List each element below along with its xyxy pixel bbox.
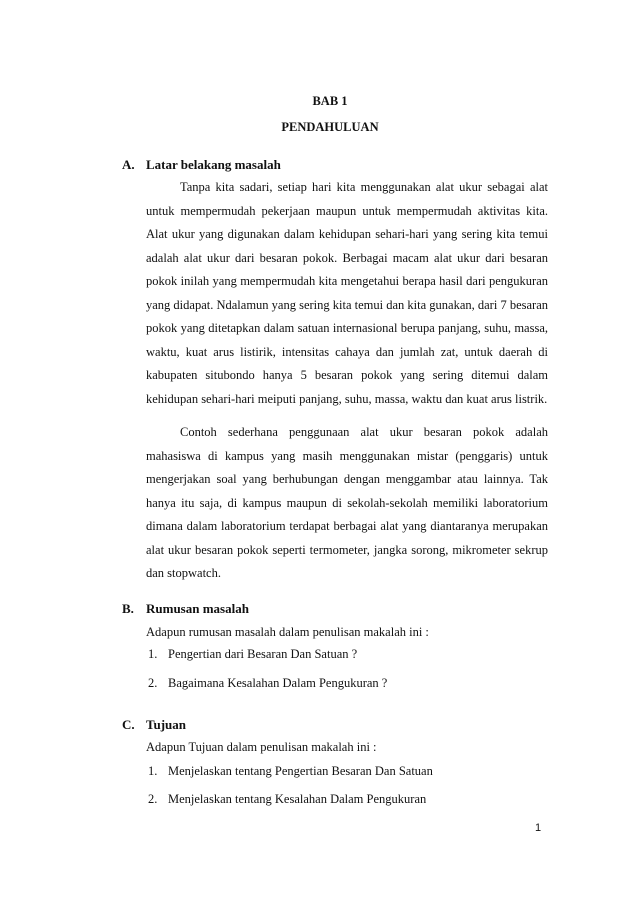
list-item-number: 1.: [148, 647, 158, 661]
chapter-number: BAB 1: [312, 94, 348, 108]
list-item-text: Menjelaskan tentang Pengertian Besaran Dan Satuan: [168, 764, 433, 778]
section-a-paragraph-1: Tanpa kita sadari, setiap hari kita menggunakan alat ukur sebagai alat untuk mempermudah pekerjaan maupun untuk mempermudah aktivitas kita. Alat ukur yang digunakan dalam kehidupan sehari-hari yang sering kita temui adalah alat ukur dari besaran pokok. Berbagai macam alat ukur dari besaran pokok inilah yang mempermudah kita mengetahui berapa hasil dari pengukuran yang didapat. Ndalamun yang sering kita temui dan kita gunakan, dari 7 besaran pokok yang ditetapkan dalam satuan internasional berupa panjang, suhu, massa, waktu, kuat arus listirik, intensitas cahaya dan jumlah zat, untuk daerah di kabupaten situbondo hanya 5 besaran pokok yang sering ditemui dalam kehidupan sehari-hari meiputi panjang, suhu, massa, waktu dan kuat arus listrik.: [146, 180, 548, 406]
list-item-text: Pengertian dari Besaran Dan Satuan ?: [168, 647, 358, 661]
list-item-number: 2.: [148, 792, 158, 806]
list-item-text: Bagaimana Kesalahan Dalam Pengukuran ?: [168, 676, 388, 690]
section-c-title: Tujuan: [146, 717, 186, 732]
section-a-title: Latar belakang masalah: [146, 157, 281, 172]
section-a-heading: [122, 157, 281, 173]
section-c-letter: C.: [122, 717, 135, 732]
section-a-letter: A.: [122, 157, 135, 172]
list-item: [148, 676, 387, 691]
section-b-intro: Adapun rumusan masalah dalam penulisan makalah ini :: [146, 625, 429, 639]
section-a-paragraph-2: Contoh sederhana penggunaan alat ukur besaran pokok adalah mahasiswa di kampus yang masih menggunakan mistar (penggaris) untuk mengerjakan soal yang berhubungan dengan menggambar atau lainnya. Tak hanya itu saja, di kampus maupun di sekolah-sekolah memiliki laboratorium dimana dalam laboratorium terdapat berbagai alat yang diantaranya merupakan alat ukur besaran pokok seperti termometer, jangka sorong, mikrometer sekrup dan stopwatch.: [146, 425, 548, 580]
list-item-number: 2.: [148, 676, 158, 690]
page-number: 1: [535, 822, 542, 834]
section-b-letter: B.: [122, 601, 134, 616]
section-c-intro: Adapun Tujuan dalam penulisan makalah ini :: [146, 740, 377, 754]
section-b-title: Rumusan masalah: [146, 601, 249, 616]
list-item: [148, 764, 433, 779]
section-c-heading: [122, 717, 186, 733]
list-item: [148, 647, 357, 662]
section-b-heading: [122, 601, 249, 617]
list-item: [148, 792, 426, 807]
list-item-number: 1.: [148, 764, 158, 778]
list-item-text: Menjelaskan tentang Kesalahan Dalam Pengukuran: [168, 792, 427, 806]
chapter-title: PENDAHULUAN: [281, 120, 379, 134]
